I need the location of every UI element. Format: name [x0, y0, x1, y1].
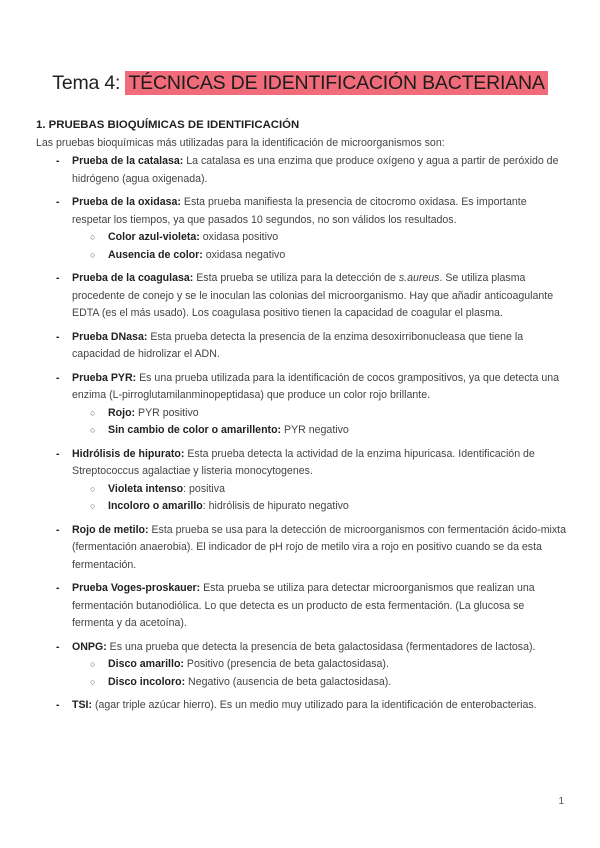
dash-bullet: -	[56, 523, 60, 536]
dash-bullet: -	[56, 640, 60, 653]
sub-text: PYR negativo	[281, 424, 349, 436]
list-item-oxidasa	[56, 194, 568, 264]
dash-bullet: -	[56, 196, 60, 208]
circle-bullet: ○	[90, 425, 96, 435]
circle-bullet: ○	[90, 501, 96, 511]
item-text: Esta prueba manifiesta la presencia de citocromo oxidasa. Es importante respetar los tiempos, ya que pasados 10 segundos, no son válidos los resultados.	[72, 196, 527, 226]
title-highlight: TÉCNICAS DE IDENTIFICACIÓN BACTERIANA	[125, 71, 547, 95]
circle-bullet: ○	[90, 676, 96, 687]
sub-list	[72, 405, 568, 440]
item-text: Es una prueba utilizada para la identificación de cocos grampositivos, ya que detecta una enzima (L-pirroglutamilanminopeptidasa) que produce un color rojo brillante.	[72, 371, 560, 401]
sub-text: oxidasa negativo	[202, 248, 286, 261]
sub-list	[72, 656, 568, 691]
sub-term: Rojo:	[108, 406, 136, 419]
list-item-voges	[56, 580, 568, 633]
sub-item	[72, 229, 568, 247]
dash-bullet: -	[56, 447, 60, 460]
list-item-rojo-metilo	[56, 522, 568, 575]
item-term: Prueba Voges-proskauer:	[72, 582, 201, 594]
page-title	[0, 72, 600, 95]
test-list	[56, 153, 568, 721]
sub-item	[72, 247, 568, 265]
list-item-dnasa	[56, 329, 568, 364]
list-item-coagulasa	[56, 270, 568, 323]
circle-bullet: ○	[90, 407, 96, 418]
sub-text: PYR positivo	[135, 406, 199, 419]
list-item-pyr	[56, 370, 568, 440]
sub-item	[72, 422, 568, 440]
item-text: Esta prueba detecta la presencia de la enzima desoxirribonucleasa que tiene la capacidad de hidrolizar el ADN.	[72, 330, 524, 360]
item-text: . Se utiliza plasma procedente de conejo y se le inoculan las colonias del microorganismo. Hay que añadir anticoagulante EDTA (es el más usado). Los coagulasa positivo tienen la capacidad de coagular el plasma.	[72, 272, 554, 319]
sub-term: Disco amarillo:	[108, 658, 184, 670]
title-prefix: Tema 4:	[52, 72, 126, 94]
sub-item	[72, 656, 568, 674]
sub-text: oxidasa positivo	[199, 231, 279, 243]
item-text: La catalasa es una enzima que produce oxígeno y agua a partir de peróxido de hidrógeno (agua oxigenada).	[72, 155, 559, 185]
sub-text: : positiva	[183, 482, 225, 495]
item-text: Esta prueba se usa para la detección de microorganismos con fermentación ácido-mixta (fermentación anaerobia). El indicador de pH rojo de metilo vira a rojo en positivo cuando se da esta fermentación.	[72, 523, 567, 571]
sub-item	[72, 498, 568, 516]
list-item-hipurato	[56, 446, 568, 516]
sub-item	[72, 405, 568, 423]
item-term: Rojo de metilo:	[72, 523, 149, 536]
section-heading: 1. PRUEBAS BIOQUÍMICAS DE IDENTIFICACIÓN	[36, 119, 300, 131]
item-text: (agar triple azúcar hierro). Es un medio muy utilizado para la identificación de enterobacterias.	[92, 699, 537, 711]
page-number: 1	[558, 796, 564, 807]
dash-bullet: -	[56, 330, 60, 343]
sub-term: Incoloro o amarillo	[108, 500, 203, 512]
circle-bullet: ○	[90, 249, 96, 260]
circle-bullet: ○	[90, 659, 96, 669]
sub-term: Ausencia de color:	[108, 248, 203, 261]
item-term: Prueba de la oxidasa:	[72, 196, 181, 208]
list-item-catalasa	[56, 153, 568, 188]
sub-item	[72, 674, 568, 692]
dash-bullet: -	[56, 272, 60, 284]
circle-bullet: ○	[90, 232, 96, 242]
sub-list	[72, 481, 568, 516]
item-text: Esta prueba se utiliza para detectar microorganismos que realizan una fermentación butanodiólica. Lo que detecta es un producto de esta fermentación. (La glucosa se fermenta y da acetoína).	[72, 582, 535, 629]
item-text: Esta prueba se utiliza para la detección de	[193, 272, 399, 284]
sub-term: Violeta intenso	[108, 482, 184, 495]
item-term: Prueba PYR:	[72, 371, 137, 384]
item-term: Prueba de la catalasa:	[72, 155, 184, 167]
sub-term: Disco incoloro:	[108, 675, 186, 688]
item-italic: s.aureus	[398, 272, 440, 284]
item-term: Prueba DNasa:	[72, 330, 148, 343]
item-term: Prueba de la coagulasa:	[72, 272, 194, 284]
dash-bullet: -	[56, 155, 60, 167]
item-text: Es una prueba que detecta la presencia de beta galactosidasa (fermentadores de lactosa).	[106, 640, 536, 653]
section-intro: Las pruebas bioquímicas más utilizadas para la identificación de microorganismos son:	[36, 137, 445, 149]
item-term: ONPG:	[72, 640, 107, 653]
dash-bullet: -	[56, 371, 60, 384]
list-item-tsi	[56, 697, 568, 715]
sub-text: Positivo (presencia de beta galactosidasa).	[183, 658, 389, 670]
item-term: TSI:	[72, 699, 93, 711]
sub-item	[72, 481, 568, 499]
list-item-onpg	[56, 639, 568, 692]
item-term: Hidrólisis de hipurato:	[72, 447, 185, 460]
sub-term: Color azul-violeta:	[108, 231, 200, 243]
sub-term: Sin cambio de color o amarillento:	[108, 424, 282, 436]
sub-text: Negativo (ausencia de beta galactosidasa).	[185, 675, 392, 688]
dash-bullet: -	[56, 582, 60, 594]
sub-text: : hidrólisis de hipurato negativo	[202, 500, 349, 512]
dash-bullet: -	[56, 699, 60, 711]
circle-bullet: ○	[90, 483, 96, 494]
item-text: Esta prueba detecta la actividad de la enzima hipuricasa. Identificación de Streptococcus agalactiae y listeria monocytogenes.	[72, 447, 535, 477]
sub-list	[72, 229, 568, 264]
